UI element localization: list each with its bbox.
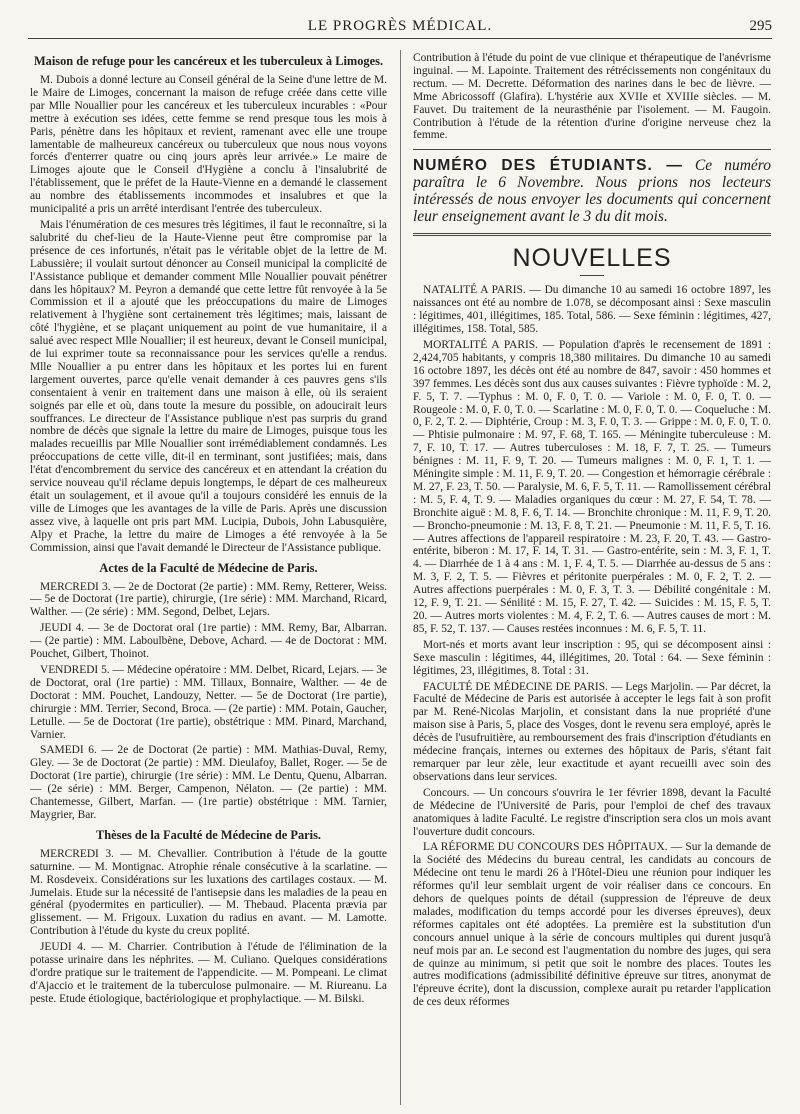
running-head [28,14,772,39]
students-notice [413,157,771,225]
journal-title: LE PROGRÈS MÉDICAL. [307,18,493,34]
refuge-paragraph: M. Dubois a donné lecture au Conseil général de la Seine d'une lettre de M. le Maire de Limoges, concernant la maison de refuge créée dans cette ville par Mlle Nouallier pour les cancéreux et les tuberculeux incurables : «Pour mettre à exécution ses idées, cette femme se rend presque tous les mois à Paris, pénètre dans les hôpitaux et revient, ramenant avec elle une troupe lamentable de malheureux cancéreux ou tuberculeux que nous nous voyons forcés d'enterrer quatre ou cinq jours après leur arrivée.» Le maire de Limoges ajoute que le Conseil d'Hygiène a conclu à l'insalubrité de l'établissement, que le préfet de la Haute-Vienne en a demandé le classement au nombre des établissements incommodes et insalubres et que la municipalité a pris un arrêté interdisant l'entrée des tuberculeux. [30,74,387,216]
right-column [413,52,771,1107]
actes-heading: Actes de la Faculté de Médecine de Paris. [99,560,318,575]
news-underline [580,275,604,276]
actes-paragraph: VENDREDI 5. — Médecine opératoire : MM. Delbet, Ricard, Lejars. — 3e de Doctorat, oral (1re partie) : MM. Tillaux, Bonnaire, Walther. — 4e de Doctorat : MM. Pouchet, Landouzy, Netter. — 5e de Doctorat (1re partie), chirurgie : MM. Terrier, Second, Broca. — (2e partie) : MM. Potain, Gaucher, Letulle. — 5e de Doctorat (1re partie), obstétrique : MM. Pinard, Marchand, Varnier. [30,663,387,741]
students-notice-lead: NUMÉRO DES ÉTUDIANTS. — [413,157,683,175]
column-divider [400,50,401,1105]
left-column [30,52,387,1107]
actes-paragraph: JEUDI 4. — 3e de Doctorat oral (1re partie) : MM. Remy, Bar, Albarran. — (2e partie) : MM. Laboulbène, Debove, Achard. — 4e de Doctorat : MM. Pouchet, Gilbert, Thoinot. [30,622,387,661]
theses-paragraph: MERCREDI 3. — M. Chevallier. Contribution à l'étude de la goutte saturnine. — M. Montignac. Atrophie rénale consécutive à la scarlatine. — M. Rosdeveix. Considérations sur les luxations des cartilages costaux. — M. Jumelais. Etude sur la nécessité de l'antisepsie dans les maladies de la peau en général (pyodermites en particulier). — M. Thebaud. Placenta prævia par glissement. — M. Frigoux. Luxation du radius en avant. — M. Lamotte. Contribution à l'étude du kyste du creux poplité. [30,847,387,938]
news-paragraph: Concours. — Un concours s'ouvrira le 1er février 1898, devant la Faculté de Médecine de l'Université de Paris, pour l'emploi de chef des travaux anatomiques à ladite Faculté. Le registre d'inscription sera clos un mois avant l'ouverture dudit concours. [413,786,771,838]
theses-heading: Thèses de la Faculté de Médecine de Paris. [95,827,322,842]
news-heading: NOUVELLES [512,244,672,273]
news-paragraph: FACULTÉ DE MÉDECINE DE PARIS. — Legs Marjolin. — Par décret, la Faculté de Médecine de Paris est autorisée à accepter le legs fait à son profit par M. René-Nicolas Marjolin, et consistant dans la nue propriété d'une maison sise à Paris, 5, place des Vosges, dont le revenu sera employé, après le décès de l'usufruitière, au remboursement des frais d'inscription d'étudiants en médecine français, internes ou externes des hôpitaux de Paris, s'étant fait remarquer par leur zèle, leur exactitude et ayant recueilli avec soin des observations dans leur services. [413,680,771,783]
news-paragraph: LA RÉFORME DU CONCOURS DES HÔPITAUX. — Sur la demande de la Société des Médecins du bureau central, les candidats au concours de Médecine ont tenu le mardi 26 à l'Hôtel-Dieu une réunion pour indiquer les réformes qu'il leur semblait urgent de voir réaliser dans ce concours. En dehors de quelques points de détail (suppression de l'épreuve de deux malades, modification du temps accordé pour les diverses épreuves), deux réformes capitales ont été adoptées. La première est la substitution d'un concours annuel unique à la série de concours multiples qui durent jusqu'à neuf mois par an. Le second est l'augmentation du nombre des juges, qui sera de quinze au minimum, si petit que soit le nombre des places. Toutes les autres modifications (admissibilité définitive épreuve sur titres, anonymat de l'épreuve écrite), dont la discussion, complexe aurait pu retarder l'application de ces deux réformes [413,841,771,1009]
actes-paragraph: SAMEDI 6. — 2e de Doctorat (2e partie) : MM. Mathias-Duval, Remy, Gley. — 3e de Doctorat (2e partie) : MM. Dieulafoy, Ballet, Roger. — 5e de Doctorat (1re partie), chirurgie (1re série) : MM. Le Dentu, Quenu, Albarran. — (2e série) : MM. Berger, Campenon, Nélaton. — (2e partie) : MM. Chantemesse, Gilbert, Marfan. — (1re partie) obstétrique : MM. Tarnier, Maygrier, Bar. [30,744,387,821]
refuge-paragraph: Mais l'énumération de ces mesures très légitimes, il faut le reconnaître, si la salubrité du chef-lieu de la Haute-Vienne peut être compromise par la présence de ces infortunés, n'était pas le véritable objet de la lettre de M. Labussière; il voulait surtout dénoncer au Conseil municipal la complicité de l'Assistance publique et demander comment Mlle Nouallier pouvait pénétrer dans les hôpitaux? M. Peyron a demandé que cette lettre fût renvoyée à la 5e Commission et il a ajouté que les préoccupations du maire de Limoges relativement à l'hygiène sont certainement très légitimes; mais, laissant de côté l'hygiène, et se plaçant uniquement au point de vue humanitaire, il a salué avec respect Mlle Nouallier; il est heureux, devant le Conseil municipal, de lui exprimer toute sa reconnaissance pour les services qu'elle a rendus. Mlle Nouallier a pu entrer dans les hôpitaux et les portes lui en furent largement ouvertes, parce qu'elle venait demander à ces pauvres gens s'ils consentaient à venir en traitement dans une maison à elle, où ils seraient soignés par elle et où, dans toute la mesure du possible, on adoucirait leurs souffrances. Le directeur de l'Assistance publique n'est pas surpris du grand nombre de décès que signale la lettre du maire de Limoges, puisque tous les malades recueillis par Mlle Nouallier sont irrémédiablement condamnés. Les préoccupations de cette ville, dit-il en terminant, sont justifiées; mais, dans l'état d'encombrement du service des cancéreux et en attendant la création du service nouveau qu'il réclame depuis longtemps, le départ de ces malheureux était un soulagement, et il avoue qu'il a toujours considéré les ennuis de la ville de Limoges que les avantages de la ville de Paris. Après une discussion assez vive, à laquelle ont pris part MM. Lucipia, Dubois, John Labusquière, Alpy et Prache, la lettre du maire de Limoges a été renvoyée à la 5e Commission, ainsi que l'avait demandé le Directeur de l'Assistance publique. [30,218,387,554]
theses-paragraph: JEUDI 4. — M. Charrier. Contribution à l'étude de l'élimination de la potasse urinaire dans les néphrites. — M. Culiano. Quelques considérations d'ordre pratique sur le traitement de l'appendicite. — M. Pompeani. Le climat d'Ajaccio et le traitement de la tuberculose pulmonaire. — M. Riureanu. La peste. Etude étiologique, bactériologique et prophylactique. — M. Bilski. [30,941,387,1005]
actes-paragraph: MERCREDI 3. — 2e de Doctorat (2e partie) : MM. Remy, Retterer, Weiss. — 5e de Doctorat (1re partie), chirurgie, (1re série) : MM. Marchand, Ricard, Walther. — (2e série) : MM. Segond, Delbet, Lejars. [30,580,387,619]
section-rule [413,233,771,236]
students-notice-text: Ce numéro paraîtra le 6 Novembre. Nous prions nos lecteurs intéressés de nous envoyer les documents qui concernent leur enseignement avant le 3 du dit mois. [413,157,771,226]
news-paragraph: MORTALITÉ A PARIS. — Population d'après le recensement de 1891 : 2,424,705 habitants, y compris 18,380 militaires. Du dimanche 10 au samedi 16 octobre 1897, les décès ont été au nombre de 847, savoir : 450 hommes et 397 femmes. Les décès sont dus aux causes suivantes : Fièvre typhoïde : M. 2, F. 5, T. 7. —Typhus : M. 0, F. 0, T. 0. — Variole : M. 0, F. 0, T. 0. — Rougeole : M. 0, F. 0, T. 0. — Scarlatine : M. 0, F. 0, T. 0. — Coqueluche : M. 0, F. 2, T. 2. — Diphtérie, Croup : M. 3, F. 0, T. 3. — Grippe : M. 0, F. 0, T. 0. — Phtisie pulmonaire : M. 97, F. 68, T. 165. — Méningite tuberculeuse : M. 7, F. 10, T. 17. — Autres tuberculoses : M. 18, F. 7, T. 25. — Tumeurs bénignes : M. 11, F. 9, T. 20. — Tumeurs malignes : M. 0, F. 1, T. 1. — Méningite simple : M. 11, F. 9, T. 20. — Congestion et hémorragie cérébrale : M. 27, F. 23, T. 50. — Paralysie, M. 6, F. 5, T. 11. — Ramollissement cérébral : M. 5, F. 4, T. 9. — Maladies organiques du cœur : M. 27, F. 54, T. 78. — Bronchite aiguë : M. 8, F. 6, T. 14. — Bronchite chronique : M. 11, F. 9, T. 20. — Broncho-pneumonie : M. 13, F. 8, T. 21. — Pneumonie : M. 11, F. 5, T. 16. — Autres affections de l'appareil respiratoire : M. 23, F. 20, T. 43. — Gastro-entérite, biberon : M. 17, F. 14, T. 31. — Gastro-entérite, sein : M. 3, F. 1, T. 4. — Diarrhée de 1 à 4 ans : M. 1, F. 4, T. 5. — Diarrhée au-dessus de 5 ans : M. 3, F. 2, T. 5. — Fièvres et péritonite puerpérales : M. 0, F. 2, T. 2. — Autres affections puerpérales : M. 0, F. 3, T. 3. — Débilité congénitale : M. 12, F. 9, T. 21. — Sénilité : M. 15, F. 27, T. 42. — Suicides : M. 15, F. 5, T. 20. — Autres morts violentes : M. 4, F. 2, T. 6. — Autres causes de mort : M. 85, F. 52, T. 137. — Causes restées inconnues : M. 6, F. 5, T. 11. [413,338,771,635]
news-paragraph: NATALITÉ A PARIS. — Du dimanche 10 au samedi 16 octobre 1897, les naissances ont été au nombre de 1.078, se décomposant ainsi : Sexe masculin : légitimes, 401, illégitimes, 185. Total, 586. — Sexe féminin : légitimes, 427, illégitimes, 158. Total, 585. [413,284,771,336]
page-number: 295 [749,18,772,34]
theses-continued: Contribution à l'étude du point de vue clinique et thérapeutique de l'anévrisme inguinal. — M. Lapointe. Traitement des rétrécissements non congénitaux du rectum. — M. Decrette. Déformation des narines dans le bec de lièvre. — Mme Abricossoff (Glafira). L'hystérie aux XVIIe et XVIIIe siècles. — M. Fauvet. Du traitement de la neurasthénie par l'isolement. — M. Faugoin. Contribution à l'étude de la rétention d'urine d'origine nerveuse chez la femme. [413,52,771,142]
news-paragraph: Mort-nés et morts avant leur inscription : 95, qui se décomposent ainsi : Sexe masculin : légitimes, 44, illégitimes, 20. Total : 64. — Sexe féminin : légitimes, 23, illégitimes, 8. Total : 31. [413,638,771,677]
refuge-heading: Maison de refuge pour les cancéreux et les tuberculeux à Limoges. [33,54,384,68]
section-rule [413,149,771,150]
